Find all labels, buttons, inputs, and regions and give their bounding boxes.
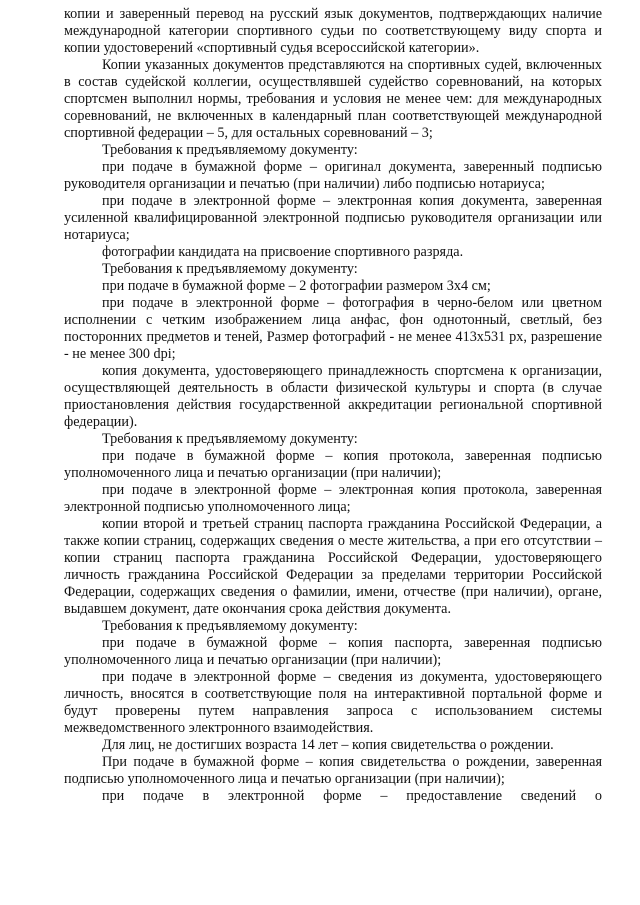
document-page (64, 6, 602, 805)
paragraph-15: Требования к предъявляемому документу: (102, 618, 358, 634)
paragraph-13: при подаче в электронной форме – электронная копия протокола, заверенная электронной подписью уполномоченного лица; (64, 482, 602, 515)
paragraph-2: Копии указанных документов представляются на спортивных судей, включенных в состав судейской коллегии, осуществлявшей судейство соревнований, на которых спортсмен выполнил нормы, требования и условия не менее чем: для международных соревнований, не включенных в календарный план соответствующей международной спортивной федерации – 5, для остальных соревнований – 3; (64, 57, 602, 141)
paragraph-6: фотографии кандидата на присвоение спортивного разряда. (102, 244, 464, 260)
paragraph-10: копия документа, удостоверяющего принадлежность спортсмена к организации, осуществляющей деятельность в области физической культуры и спорта (в случае приостановления действия государственной аккредитации региональной спортивной федерации). (64, 363, 602, 430)
paragraph-11: Требования к предъявляемому документу: (102, 431, 358, 447)
paragraph-7: Требования к предъявляемому документу: (102, 261, 358, 277)
paragraph-20: при подаче в электронной форме – предоставление сведений о (102, 788, 602, 804)
paragraph-17: при подаче в электронной форме – сведения из документа, удостоверяющего личность, вносятся в соответствующие поля на интерактивной портальной форме и будут проверены путем направления запроса с использованием системы межведомственного электронного взаимодействия. (64, 669, 602, 736)
paragraph-1: копии и заверенный перевод на русский язык документов, подтверждающих наличие международной категории спортивного судьи по соответствующему виду спорта и копии удостоверений «спортивный судья всероссийской категории». (64, 6, 602, 56)
paragraph-3: Требования к предъявляемому документу: (102, 142, 358, 158)
paragraph-14: копии второй и третьей страниц паспорта гражданина Российской Федерации, а также копии страниц, содержащих сведения о месте жительства, а при его отсутствии – копии страниц паспорта гражданина Российской Федерации, удостоверяющего личность гражданина Российской Федерации за пределами территории Российской Федерации, содержащих сведения о фамилии, имени, отчестве (при наличии), органе, выдавшем документ, дате окончания срока действия документа. (64, 516, 602, 617)
paragraph-18: Для лиц, не достигших возраста 14 лет – копия свидетельства о рождении. (102, 737, 554, 753)
paragraph-5: при подаче в электронной форме – электронная копия документа, заверенная усиленной квалифицированной электронной подписью руководителя организации или нотариуса; (64, 193, 602, 243)
paragraph-16: при подаче в бумажной форме – копия паспорта, заверенная подписью уполномоченного лица и печатью организации (при наличии); (64, 635, 602, 668)
paragraph-9: при подаче в электронной форме – фотография в черно-белом или цветном исполнении с четким изображением лица анфас, фон однотонный, светлый, без посторонних предметов и теней, Размер фотографий - не менее 413х531 px, разрешение - не менее 300 dpi; (64, 295, 602, 362)
paragraph-12: при подаче в бумажной форме – копия протокола, заверенная подписью уполномоченного лица и печатью организации (при наличии); (64, 448, 602, 481)
paragraph-8: при подаче в бумажной форме – 2 фотографии размером 3х4 см; (102, 278, 491, 294)
paragraph-19: При подаче в бумажной форме – копия свидетельства о рождении, заверенная подписью уполномоченного лица и печатью организации (при наличии); (64, 754, 602, 787)
paragraph-4: при подаче в бумажной форме – оригинал документа, заверенный подписью руководителя организации и печатью (при наличии) либо подписью нотариуса; (64, 159, 602, 192)
